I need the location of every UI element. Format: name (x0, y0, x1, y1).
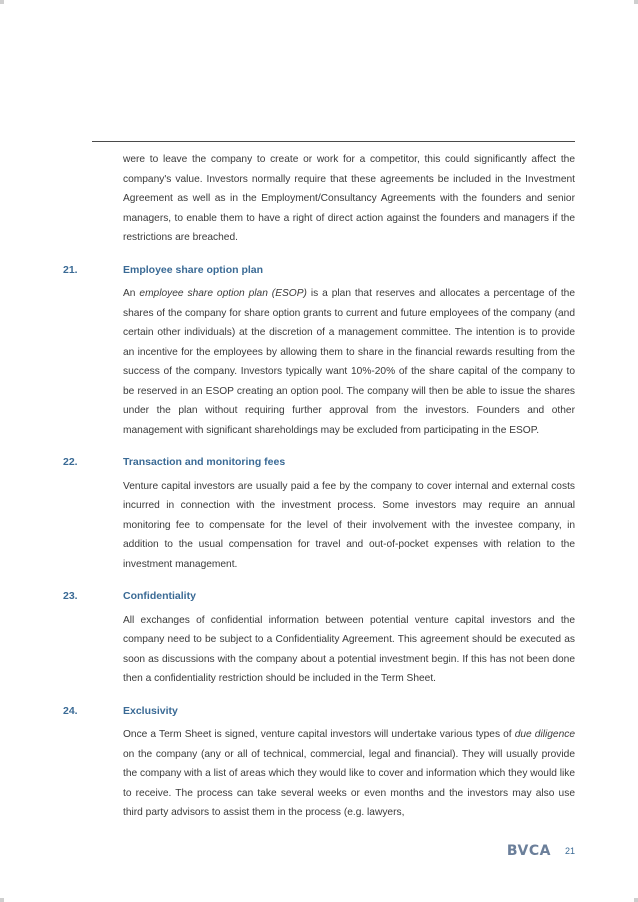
body-italic-term: due diligence (514, 729, 576, 740)
section-body (123, 284, 575, 440)
body-italic-term: employee share option plan (ESOP) (139, 288, 307, 299)
page-number: 21 (564, 846, 575, 856)
section-heading (63, 453, 575, 473)
body-text: Once a Term Sheet is signed, venture capital investors will undertake various types of (123, 729, 515, 740)
corner-mark-top-right (634, 0, 638, 4)
corner-mark-top-left (0, 0, 4, 4)
corner-mark-bottom-left (0, 898, 4, 902)
section-24 (63, 702, 575, 823)
body-text: is a plan that reserves and allocates a percentage of the shares of the company for share option grants to current and future employees of the company (and certain other individuals) at the discretion of a management committee. The intention is to provide an incentive for the employees by allowing them to share in the financial rewards resulting from the success of the company. Investors typically want 10%-20% of the share capital of the company to be reserved in an ESOP creating an option pool. The company will then be able to issue the shares under the plan without requiring further approval from the investors. Founders and other management with significant shareholdings may be excluded from participating in the ESOP. (123, 288, 576, 436)
header-rule (92, 141, 575, 142)
section-number: 22. (63, 456, 78, 468)
section-title: Exclusivity (123, 704, 178, 717)
page-footer (507, 843, 575, 859)
section-title: Transaction and monitoring fees (123, 456, 286, 468)
section-22 (63, 453, 575, 574)
section-heading (63, 261, 575, 281)
body-text: An (123, 288, 140, 299)
section-number: 21. (63, 263, 78, 276)
section-body (123, 725, 575, 823)
section-heading (63, 702, 575, 722)
section-heading (63, 587, 575, 607)
section-number: 23. (63, 590, 78, 602)
section-23 (63, 587, 575, 689)
section-body: Venture capital investors are usually paid a fee by the company to cover internal and external costs incurred in connection with the investment process. Some investors may require an annual monitoring fee to compensate for the level of their involvement with the investee company, in addition to the usual compensation for travel and out-of-pocket expenses with relation to the investment management. (123, 480, 575, 570)
page-content (63, 150, 575, 823)
corner-mark-bottom-right (634, 898, 638, 902)
section-title: Employee share option plan (123, 263, 264, 276)
bvca-logo: BVCA (506, 843, 551, 859)
section-number: 24. (63, 704, 78, 717)
section-title: Confidentiality (123, 590, 196, 602)
body-text: on the company (any or all of technical, commercial, legal and financial). They will usually provide the company with a list of areas which they would like to cover and information which they would like to receive. The process can take several weeks or even months and the investors may also use third party advisors to assist them in the process (e.g. lawyers, (123, 748, 575, 818)
section-body: All exchanges of confidential information between potential venture capital investors and the company need to be subject to a Confidentiality Agreement. This agreement should be executed as soon as discussions with the company about a potential investment begin. If this has not been done then a confidentiality restriction should be included in the Term Sheet. (123, 614, 575, 684)
section-21 (63, 261, 575, 441)
intro-paragraph: were to leave the company to create or work for a competitor, this could significantly affect the company's value. Investors normally require that these agreements be included in the Investment Agreement as well as in the Employment/Consultancy Agreements with the founders and senior managers, to enable them to have a right of direct action against the founders and managers if the restrictions are breached. (123, 154, 575, 243)
